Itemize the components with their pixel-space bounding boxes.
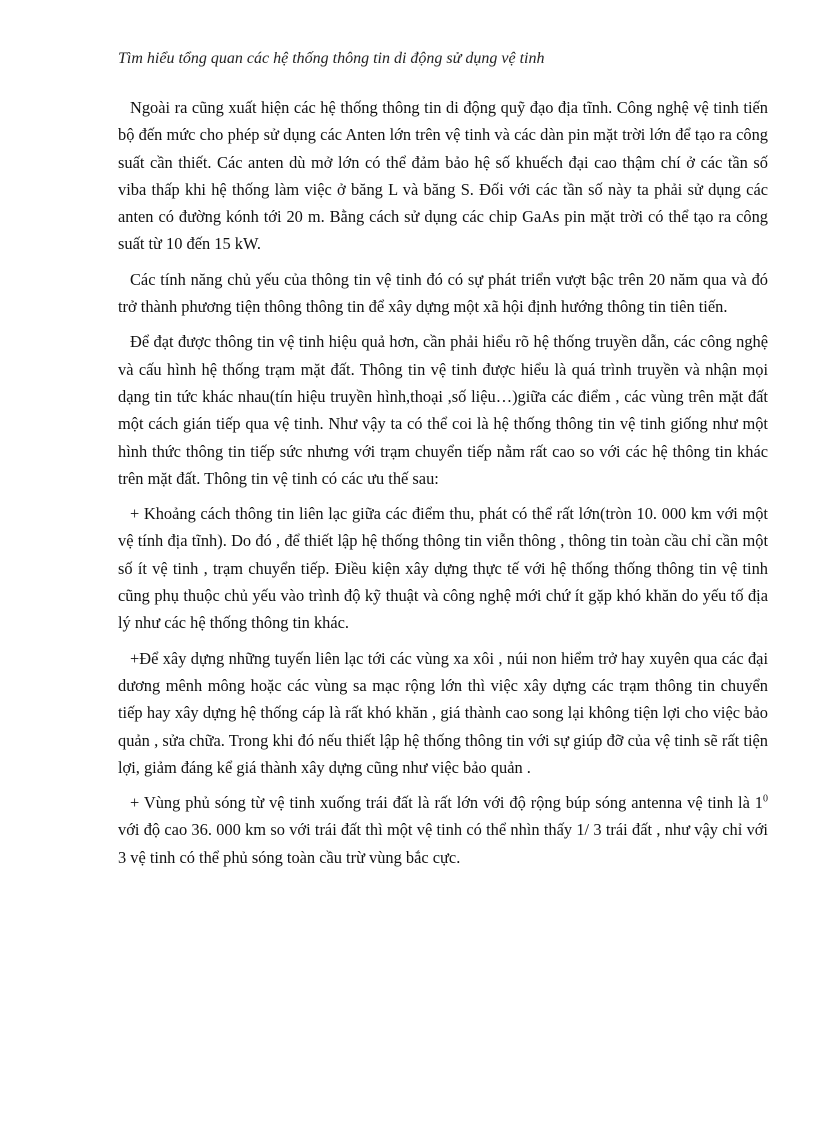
paragraph-advantage-coverage xyxy=(118,789,768,871)
paragraph-definition: Để đạt được thông tin vệ tinh hiệu quả hơn, cần phải hiểu rõ hệ thống truyền dẫn, các công nghệ và cấu hình hệ thống trạm mặt đất. Thông tin vệ tinh được hiểu là quá trình truyền và nhận mọi dạng tin tức khác nhau(tín hiệu truyền hình,thoại ,số liệu…)giữa các điểm , các vùng trên mặt đất một cách gián tiếp qua vệ tinh. Như vậy ta có thể coi là hệ thống thông tin vệ tinh giống như một hình thức thông tin tiếp sức nhưng với trạm chuyển tiếp nằm rất cao so với các hệ thông tin khác trên mặt đất. Thông tin vệ tinh có các ưu thế sau: xyxy=(118,332,768,488)
document-body xyxy=(118,94,768,879)
coverage-text-before: + Vùng phủ sóng từ vệ tinh xuống trái đất là rất lớn với độ rộng búp sóng antenna vệ tinh là 1 xyxy=(130,793,763,813)
page-header: Tìm hiểu tổng quan các hệ thống thông tin di động sử dụng vệ tinh xyxy=(118,50,545,67)
paragraph-advantage-remote: +Để xây dựng những tuyến liên lạc tới các vùng xa xôi , núi non hiểm trở hay xuyên qua các đại dương mênh mông hoặc các vùng sa mạc rộng lớn thì việc xây dựng các trạm thông tin chuyển tiếp hay xây dựng hệ thống cáp là rất khó khăn , giá thành cao song lại không tiện lợi cho việc bảo quản , sửa chữa. Trong khi đó nếu thiết lập hệ thống thông tin với sự giúp đỡ của vệ tinh sẽ rất tiện lợi, giảm đáng kể giá thành xây dựng cũng như việc bảo quản . xyxy=(118,648,768,777)
degree-superscript: 0 xyxy=(763,793,768,805)
coverage-text-after: với độ cao 36. 000 km so với trái đất thì một vệ tinh có thể nhìn thấy 1/ 3 trái đất , như vậy chỉ với 3 vệ tinh có thể phủ sóng toàn cầu trừ vùng bắc cực. xyxy=(118,820,768,867)
paragraph-advantage-distance: + Khoảng cách thông tin liên lạc giữa các điểm thu, phát có thể rất lớn(tròn 10. 000 km với một vệ tính địa tĩnh). Do đó , để thiết lập hệ thống thông tin viễn thông , thông tin toàn cầu chỉ cần một số ít vệ tinh , trạm chuyển tiếp. Điều kiện xây dựng thực tế với hệ thống thống thông tin vệ tinh cũng phụ thuộc chủ yếu vào trình độ kỹ thuật và công nghệ mới chứ ít gặp khó khăn do yếu tố địa lý như các hệ thống thông tin khác. xyxy=(118,504,768,633)
paragraph-features: Các tính năng chủ yếu của thông tin vệ tinh đó có sự phát triển vượt bậc trên 20 năm qua và đó trở thành phương tiện thông thông tin để xây dựng một xã hội định hướng thông tin tiên tiến. xyxy=(118,269,768,317)
paragraph-geostationary: Ngoài ra cũng xuất hiện các hệ thống thông tin di động quỹ đạo địa tĩnh. Công nghệ vệ tinh tiến bộ đến mức cho phép sử dụng các Anten lớn trên vệ tinh và các dàn pin mặt trời lớn để tạo ra công suất cần thiết. Các anten dù mở lớn có thể đảm bảo hệ số khuếch đại cao thậm chí ở các tần số viba thấp khi hệ thống làm việc ở băng L và băng S. Đối với các tần số này ta phải sử dụng các anten có đường kónh tới 20 m. Bằng cách sử dụng các chip GaAs pin mặt trời có thể tạo ra công suất từ 10 đến 15 kW. xyxy=(118,98,768,254)
